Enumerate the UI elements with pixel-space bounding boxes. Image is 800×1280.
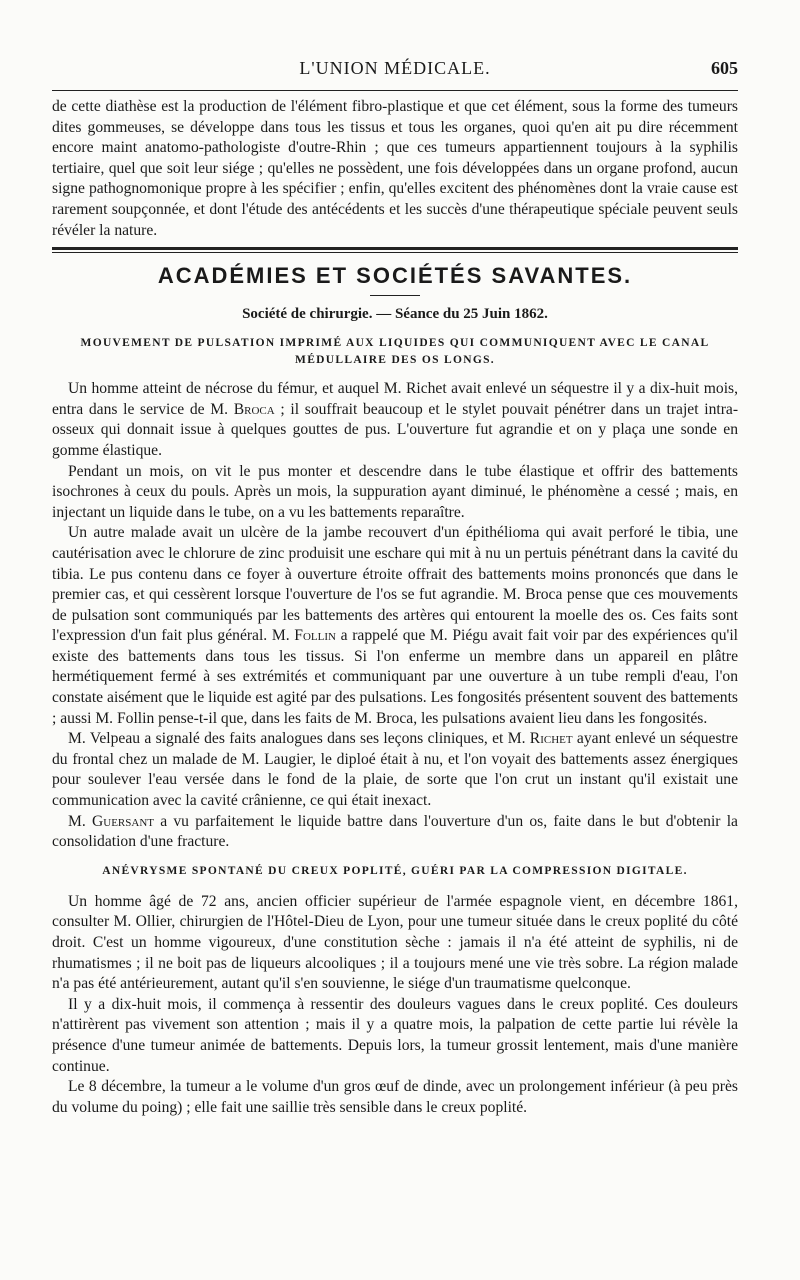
- header-rule: [52, 90, 738, 91]
- running-header: [52, 56, 738, 86]
- page-content: [52, 56, 738, 1118]
- article2-paragraph-2: Il y a dix-huit mois, il commença à ressentir des douleurs vagues dans le creux poplité. Ces douleurs n'attirèrent pas vivement son attention ; mais il y a quatre mois, la palpation de cette partie lui révèle la présence d'une tumeur animée de battements. Depuis lors, la tumeur grossit lentement, mais d'une manière continue.: [52, 995, 738, 1075]
- article1-paragraph-5: [52, 812, 738, 853]
- article1-paragraph-4: [52, 729, 738, 811]
- journal-title: L'UNION MÉDICALE.: [299, 58, 491, 78]
- text-run: a rappelé que M. Piégu avait fait voir par des expériences qu'il existe des battements dans tous les tissus. Si l'on enferme un membre dans un appareil en plâtre hermétiquement fermé à ses extrémités et communiquant par une ouverture à un tube rempli d'eau, l'on constate aisément que le liquide est agité par des pulsations. Les fongosités présentent souvent des battements ; aussi M. Follin pense-t-il que, dans les faits de M. Broca, les pulsations avaient lieu dans les fongosités.: [52, 627, 738, 727]
- section-rule-thin: [52, 252, 738, 253]
- person-name: Guersant: [92, 812, 154, 830]
- intro-paragraph: de cette diathèse est la production de l'élément fibro-plastique et que cet élément, sous la forme des tumeurs dites gommeuses, se développe dans tous les tissus et tous les organes, quoi qu'en ait pu dire récemment encore maint anatomo-pathologiste d'outre-Rhin ; que ces tumeurs appartiennent toujours à la syphilis tertiaire, quel que soit leur siége ; qu'elles ne possèdent, une fois développées dans un organe profond, aucun signe pathognomonique propre à les spécifier ; enfin, qu'elles excitent des phénomènes dont la vraie cause est rarement soupçonnée, et dont l'étude des antécédents et les succès d'une thérapeutique spéciale peuvent seuls révéler la nature.: [52, 98, 738, 239]
- article2-paragraph-3: Le 8 décembre, la tumeur a le volume d'un gros œuf de dinde, avec un prolongement inférieur (à peu près du volume du poing) ; elle fait une saillie très sensible dans le creux poplité.: [52, 1078, 738, 1116]
- section-title: ACADÉMIES ET SOCIÉTÉS SAVANTES.: [157, 263, 633, 289]
- article-heading-line: MÉDULLAIRE DES OS LONGS.: [295, 354, 495, 367]
- person-name: Follin: [294, 627, 336, 645]
- article-heading-line: MOUVEMENT DE PULSATION IMPRIMÉ AUX LIQUIDES QUI COMMUNIQUENT AVEC LE CANAL: [80, 337, 710, 350]
- text-run: ; il souffrait beaucoup et le stylet pouvait pénétrer dans un trajet intra-osseux qui donnait issue à quelques gouttes de pus. L'ouverture fut agrandie et on y plaça une sonde en gomme élastique.: [52, 400, 739, 459]
- text-run: M. Velpeau a signalé des faits analogues dans ses leçons cliniques, et M.: [68, 730, 530, 748]
- article1-paragraph-3: [52, 523, 738, 729]
- person-name: Richet: [529, 730, 573, 748]
- article-heading-pulsation: [52, 335, 738, 369]
- text-run: ayant enlevé un séquestre du frontal chez un malade de M. Laugier, le diploé était à nu, et l'on voyait des battements assez énergiques pour soulever l'eau versée dans le fond de la plaie, de sorte que l'on crut un instant qu'il existait une communication avec la cavité crânienne, ce qui était inexact.: [52, 730, 738, 810]
- article2-paragraph-1: Un homme âgé de 72 ans, ancien officier supérieur de l'armée espagnole vient, en décembre 1861, consulter M. Ollier, chirurgien de l'Hôtel-Dieu de Lyon, pour une tumeur située dans le creux poplité du côté droit. C'est un homme vigoureux, d'une constitution sèche : jamais il n'a été atteint de syphilis, ni de rhumatismes ; il ne boit pas de liqueurs alcooliques ; il a toujours mené une vie très sobre. La région malade n'a pas été antérieurement, autant qu'il s'en souvienne, le siége d'un traumatisme quelconque.: [52, 892, 738, 993]
- text-run: a vu parfaitement le liquide battre dans l'ouverture d'un os, faite dans le but d'obtenir la consolidation d'une fracture.: [52, 812, 738, 851]
- page-number: 605: [711, 58, 738, 78]
- section-title-rule: [370, 295, 420, 296]
- text-run: M.: [68, 812, 92, 830]
- article-heading-anevrysme: ANÉVRYSME SPONTANÉ DU CREUX POPLITÉ, GUÉRI PAR LA COMPRESSION DIGITALE.: [102, 864, 688, 877]
- article1-paragraph-2: Pendant un mois, on vit le pus monter et descendre dans le tube élastique et offrir des battements isochrones à ceux du pouls. Après un mois, la suppuration ayant diminué, le phénomène a cessé ; mais, en injectant un liquide dans le tube, on a vu les battements reparaître.: [52, 462, 738, 521]
- session-line: Société de chirurgie. — Séance du 25 Juin 1862.: [242, 306, 548, 323]
- text-run: Un homme atteint de nécrose du fémur, et auquel M. Richet avait enlevé un séquestre il y a dix-huit mois, entra dans le service de M.: [52, 380, 738, 418]
- article1-paragraph-1: [52, 379, 738, 461]
- text-run: Un autre malade avait un ulcère de la jambe recouvert d'un épithélioma qui avait perforé le tibia, une cautérisation avec le chlorure de zinc produisit une eschare qui mit à nu un pertuis pénétrant dans la cavité du tibia. Le pus contenu dans ce foyer à ouverture étroite offrait des battements moins prononcés que dans le premier cas, et qui cessèrent lorsque l'ouverture de l'os se fut agrandie. M. Broca pense que ces mouvements de pulsation sont communiqués par les battements des artères qui entourent la moelle des os. Ces faits sont l'expression d'un fait plus général. M.: [52, 524, 738, 645]
- person-name: Broca: [233, 400, 275, 418]
- section-rule-thick: [52, 247, 738, 250]
